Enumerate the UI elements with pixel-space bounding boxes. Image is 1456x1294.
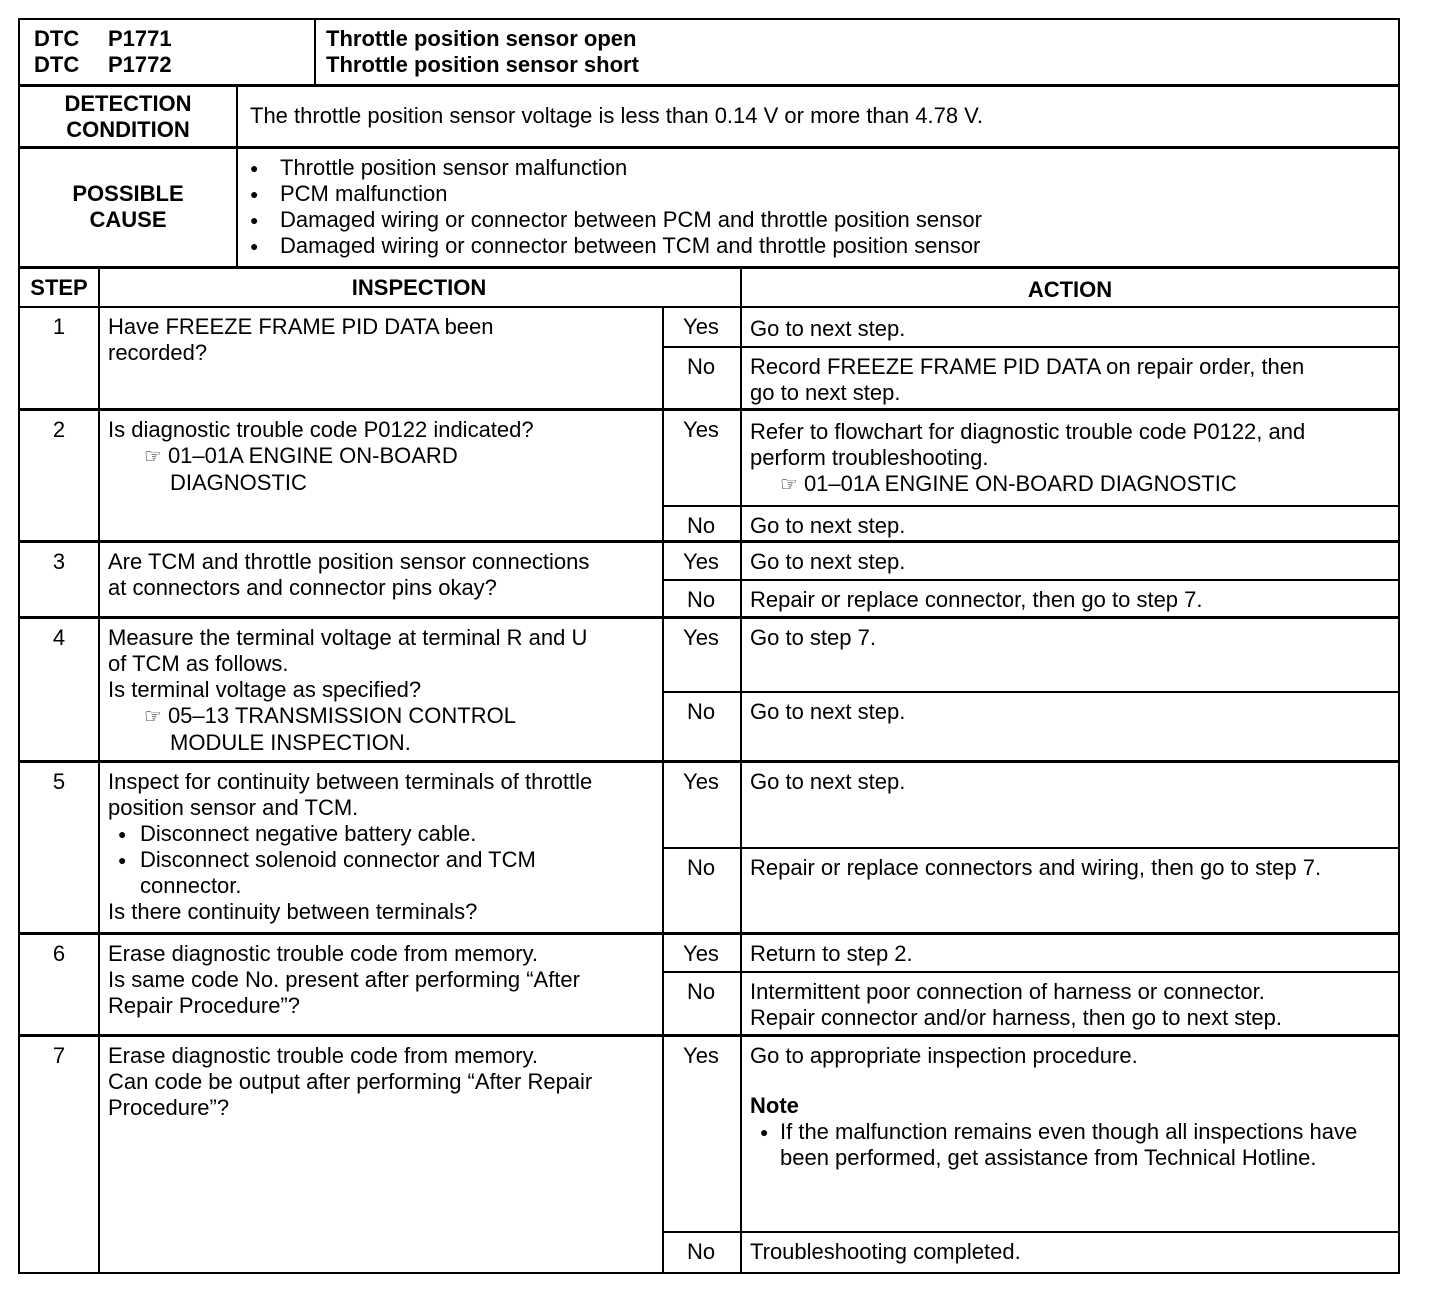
dtc1-label: DTC xyxy=(34,26,80,51)
step-number: 3 xyxy=(52,549,66,574)
step-number: 2 xyxy=(52,417,66,442)
yes-action: Refer to flowchart for diagnostic trouble code P0122, and perform troubleshooting. ☞ 01–01A ENGINE ON-BOARD DIAGNOSTIC xyxy=(750,419,1306,496)
step-inspection: Are TCM and throttle position sensor connections at connectors and connector pins okay? xyxy=(108,549,590,600)
yes-action: Go to next step. xyxy=(750,549,906,574)
yes-label: Yes xyxy=(683,941,719,966)
dtc1-code: P1771 xyxy=(108,26,172,51)
step-inspection: Erase diagnostic trouble code from memory. Can code be output after performing “After Repair Procedure”? xyxy=(108,1043,593,1120)
step-inspection: Have FREEZE FRAME PID DATA been recorded? xyxy=(108,314,494,365)
step-number: 7 xyxy=(52,1043,66,1068)
dtc2-description: Throttle position sensor short xyxy=(326,52,639,77)
step-row-7 xyxy=(20,1034,1398,1274)
reference-icon: ☞ xyxy=(780,474,798,496)
step-inspection: Inspect for continuity between terminals of throttle position sensor and TCM. ● Disconnect negative battery cable. ● Disconnect solenoid connector and TCM connector. Is there continuity between terminals? xyxy=(108,769,658,925)
step-row-1 xyxy=(20,308,1398,410)
yes-action: Go to appropriate inspection procedure. Note ● If the malfunction remains even though all inspections have been performed, get assistance from Technical Hotline. xyxy=(750,1043,1390,1171)
no-label: No xyxy=(686,513,716,538)
step-inspection: Measure the terminal voltage at terminal R and U of TCM as follows. Is terminal voltage as specified? ☞ 05–13 TRANSMISSION CONTROL MODULE INSPECTION. xyxy=(108,625,588,755)
step-number: 4 xyxy=(52,625,66,650)
column-action: ACTION xyxy=(1027,277,1113,302)
step-row-6 xyxy=(20,932,1398,1036)
detection-condition-row xyxy=(20,86,1398,148)
column-inspection: INSPECTION xyxy=(351,275,487,300)
no-label: No xyxy=(686,354,716,379)
no-action: Record FREEZE FRAME PID DATA on repair order, then go to next step. xyxy=(750,354,1305,405)
no-action: Troubleshooting completed. xyxy=(750,1239,1021,1264)
note-title: Note xyxy=(750,1093,799,1118)
no-label: No xyxy=(686,855,716,880)
note-list: ● If the malfunction remains even though all inspections have been performed, get assistance from Technical Hotline. xyxy=(750,1119,1390,1171)
no-label: No xyxy=(686,587,716,612)
cause-item: ● Damaged wiring or connector between TCM and throttle position sensor xyxy=(240,233,982,259)
cause-list xyxy=(240,155,982,259)
yes-label: Yes xyxy=(683,549,719,574)
yes-action: Return to step 2. xyxy=(750,941,913,966)
column-step: STEP xyxy=(30,275,88,300)
dtc2-label: DTC xyxy=(34,52,80,77)
reference-icon: ☞ xyxy=(144,446,162,468)
possible-cause-row xyxy=(20,148,1398,268)
step-inspection: Erase diagnostic trouble code from memory. Is same code No. present after performing “After Repair Procedure”? xyxy=(108,941,580,1018)
no-label: No xyxy=(686,979,716,1004)
inspection-bullets: ● Disconnect negative battery cable. ● Disconnect solenoid connector and TCM connector. xyxy=(108,821,658,899)
step-row-5 xyxy=(20,760,1398,934)
yes-label: Yes xyxy=(683,417,719,442)
yes-action: Go to next step. xyxy=(750,316,906,341)
no-action: Go to next step. xyxy=(750,699,906,724)
dtc-header-row xyxy=(20,20,1398,86)
no-action: Go to next step. xyxy=(750,513,906,538)
yes-label: Yes xyxy=(683,625,719,650)
step-inspection: Is diagnostic trouble code P0122 indicated? ☞ 01–01A ENGINE ON-BOARD DIAGNOSTIC xyxy=(108,417,534,495)
cause-label: POSSIBLE CAUSE xyxy=(72,181,184,232)
no-action: Repair or replace connectors and wiring, then go to step 7. xyxy=(750,855,1322,880)
cause-item: ● PCM malfunction xyxy=(240,181,982,207)
column-header-row xyxy=(20,268,1398,308)
cause-item: ● Throttle position sensor malfunction xyxy=(240,155,982,181)
dtc2-code: P1772 xyxy=(108,52,172,77)
detection-text: The throttle position sensor voltage is less than 0.14 V or more than 4.78 V. xyxy=(250,103,983,128)
yes-label: Yes xyxy=(683,314,719,339)
reference-icon: ☞ xyxy=(144,706,162,728)
step-number: 6 xyxy=(52,941,66,966)
cause-item: ● Damaged wiring or connector between PCM and throttle position sensor xyxy=(240,207,982,233)
step-row-3 xyxy=(20,540,1398,618)
step-row-4 xyxy=(20,616,1398,762)
step-number: 1 xyxy=(52,314,66,339)
no-action: Intermittent poor connection of harness or connector. Repair connector and/or harness, then go to next step. xyxy=(750,979,1282,1030)
no-label: No xyxy=(686,699,716,724)
detection-label: DETECTION CONDITION xyxy=(64,91,192,142)
dtc1-description: Throttle position sensor open xyxy=(326,26,637,51)
step-row-2 xyxy=(20,408,1398,542)
no-label: No xyxy=(686,1239,716,1264)
yes-action: Go to step 7. xyxy=(750,625,876,650)
yes-label: Yes xyxy=(683,1043,719,1068)
step-number: 5 xyxy=(52,769,66,794)
no-action: Repair or replace connector, then go to step 7. xyxy=(750,587,1203,612)
yes-action: Go to next step. xyxy=(750,769,906,794)
yes-label: Yes xyxy=(683,769,719,794)
dtc-troubleshooting-table xyxy=(18,18,1400,1274)
